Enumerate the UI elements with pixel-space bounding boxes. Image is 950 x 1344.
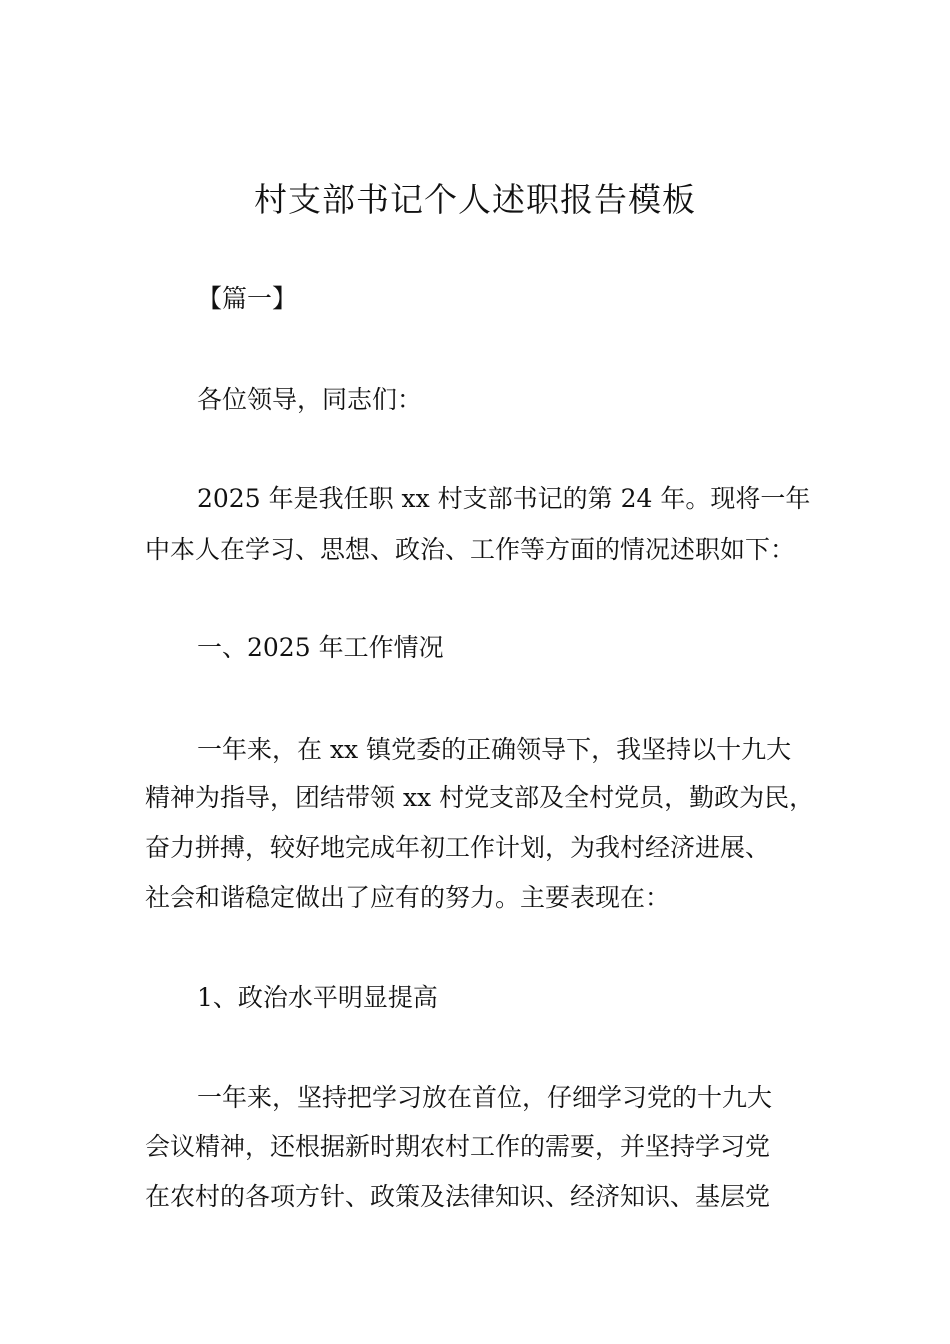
greeting-line: 各位领导，同志们： xyxy=(197,385,423,414)
paragraph-3-line-3: 在农村的各项方针、政策及法律知识、经济知识、基层党 xyxy=(145,1182,771,1211)
paragraph-3-line-2: 会议精神，还根据新时期农村工作的需要，并坚持学习党 xyxy=(145,1132,771,1161)
heading-work-situation: 一、2025 年工作情况 xyxy=(197,633,444,662)
heading-political-level: 1、政治水平明显提高 xyxy=(197,983,438,1012)
paragraph-2-line-1: 一年来，在 xx 镇党委的正确领导下，我坚持以十九大 xyxy=(197,735,792,764)
paragraph-2-line-3: 奋力拼搏，较好地完成年初工作计划，为我村经济进展、 xyxy=(145,833,771,862)
paragraph-2-line-4: 社会和谐稳定做出了应有的努力。主要表现在： xyxy=(145,883,671,912)
section-label: 【篇一】 xyxy=(197,284,298,313)
paragraph-1-line-1: 2025 年是我任职 xx 村支部书记的第 24 年。现将一年 xyxy=(197,484,811,513)
paragraph-2-line-2: 精神为指导，团结带领 xx 村党支部及全村党员，勤政为民， xyxy=(145,783,815,812)
paragraph-1-line-2: 中本人在学习、思想、政治、工作等方面的情况述职如下： xyxy=(145,535,796,564)
document-title: 村支部书记个人述职报告模板 xyxy=(254,180,696,219)
paragraph-3-line-1: 一年来，坚持把学习放在首位，仔细学习党的十九大 xyxy=(197,1083,773,1112)
